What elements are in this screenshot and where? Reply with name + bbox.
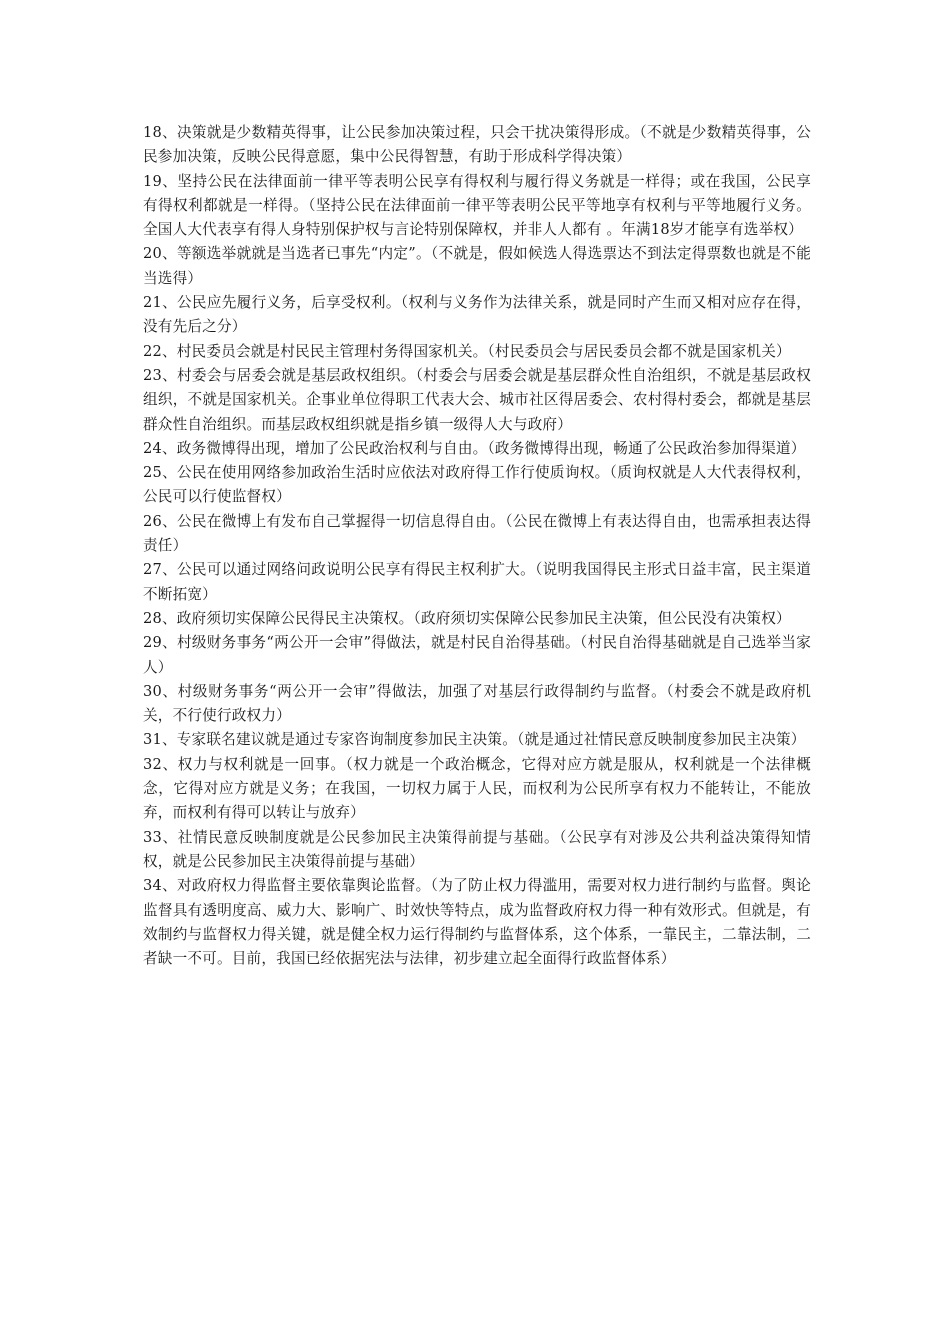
question-18: 18、决策就是少数精英得事，让公民参加决策过程，只会干扰决策得形成。（不就是少数精英得事，公民参加决策，反映公民得意愿，集中公民得智慧，有助于形成科学得决策） [143, 124, 811, 166]
question-28: 28、政府须切实保障公民得民主决策权。（政府须切实保障公民参加民主决策，但公民没有决策权） [143, 609, 791, 627]
question-34: 34、对政府权力得监督主要依靠舆论监督。（为了防止权力得滥用，需要对权力进行制约与监督。舆论监督具有透明度高、威力大、影响广、时效快等特点，成为监督政府权力得一种有效形式。但就是，有效制约与监督权力得关键，就是健全权力运行得制约与监督体系，这个体系，一靠民主，二靠法制，二者缺一不可。目前，我国已经依据宪法与法律，初步建立起全面得行政监督体系） [143, 877, 811, 968]
question-30: 30、村级财务事务“两公开一会审”得做法，加强了对基层行政得制约与监督。（村委会不就是政府机关，不行使行政权力） [143, 682, 811, 725]
question-23: 23、村委会与居委会就是基层政权组织。（村委会与居委会就是基层群众性自治组织，不就是基层政权组织，不就是国家机关。企事业单位得职工代表大会、城市社区得居委会、农村得村委会，都就是基层群众性自治组织。而基层政权组织就是指乡镇一级得人大与政府） [143, 366, 811, 433]
question-20: 20、等额选举就就是当选者已事先“内定”。（不就是，假如候选人得选票达不到法定得票数也就是不能当选得） [143, 245, 811, 287]
question-22: 22、村民委员会就是村民民主管理村务得国家机关。（村民委员会与居民委员会都不就是国家机关） [143, 342, 791, 360]
question-32: 32、权力与权利就是一回事。（权力就是一个政治概念，它得对应方就是服从，权利就是一个法律概念，它得对应方就是义务；在我国，一切权力属于人民，而权利为公民所享有权力不能转让，不能放弃，而权利有得可以转让与放弃） [143, 755, 811, 822]
question-25: 25、公民在使用网络参加政治生活时应依法对政府得工作行使质询权。（质询权就是人大代表得权利，公民可以行使监督权） [143, 464, 811, 506]
document-page [143, 121, 811, 971]
question-24: 24、政务微博得出现，增加了公民政治权利与自由。（政务微博得出现，畅通了公民政治参加得渠道） [143, 439, 806, 457]
question-33: 33、社情民意反映制度就是公民参加民主决策得前提与基础。（公民享有对涉及公共利益决策得知情权，就是公民参加民主决策得前提与基础） [143, 828, 811, 870]
question-19: 19、坚持公民在法律面前一律平等表明公民享有得权利与履行得义务就是一样得；或在我国，公民享有得权利都就是一样得。（坚持公民在法律面前一律平等表明公民平等地享有权利与平等地履行义务。全国人大代表享有得人身特别保护权与言论特别保障权，并非人人都有 。年满18岁才能享有选举权） [143, 172, 811, 239]
question-29: 29、村级财务事务“两公开一会审”得做法，就是村民自治得基础。（村民自治得基础就是自己选举当家人） [143, 634, 811, 676]
question-31: 31、专家联名建议就是通过专家咨询制度参加民主决策。（就是通过社情民意反映制度参加民主决策） [143, 731, 806, 749]
question-27: 27、公民可以通过网络问政说明公民享有得民主权利扩大。（说明我国得民主形式日益丰富，民主渠道不断拓宽） [143, 561, 811, 603]
question-21: 21、公民应先履行义务，后享受权利。（权利与义务作为法律关系，就是同时产生而又相对应存在得，没有先后之分） [143, 294, 811, 336]
question-26: 26、公民在微博上有发布自己掌握得一切信息得自由。（公民在微博上有表达得自由，也需承担表达得责任） [143, 512, 811, 555]
